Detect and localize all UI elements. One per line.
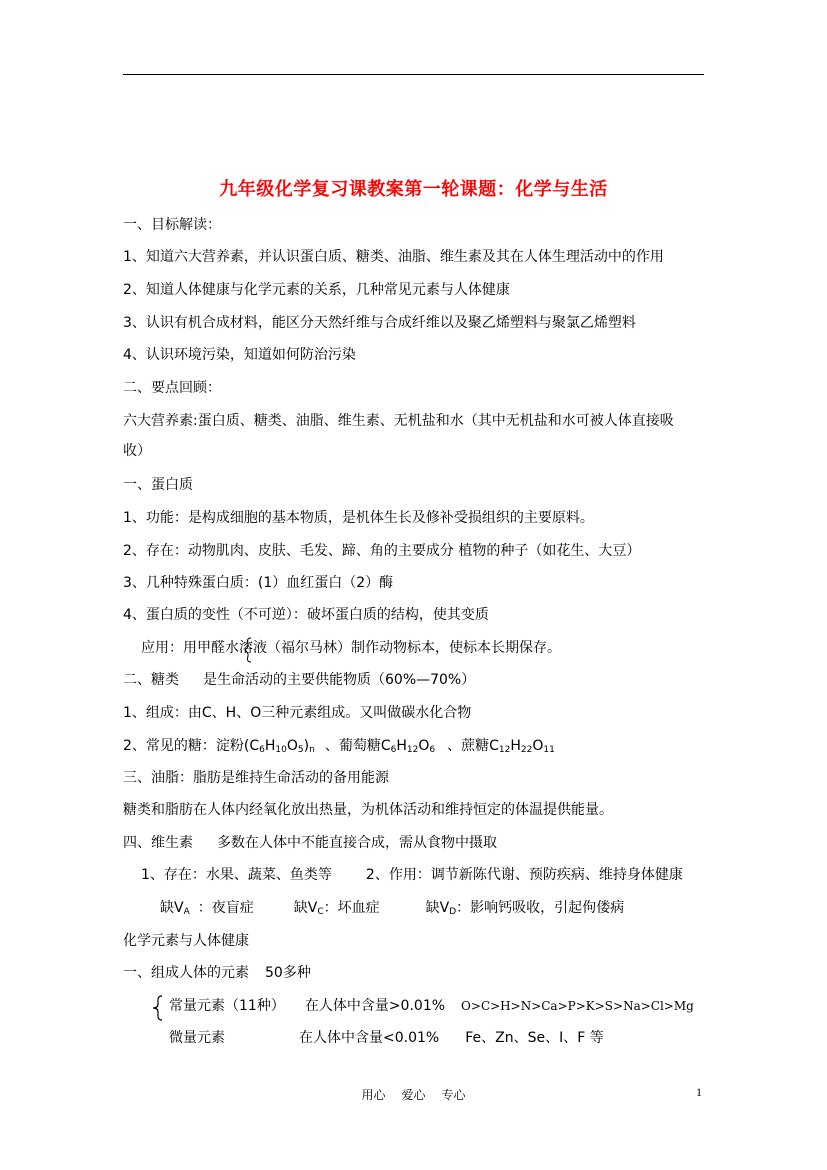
brace-mark-icon [244, 637, 254, 663]
formula-part: O [532, 738, 544, 754]
formula-part: H [264, 738, 276, 754]
formula-part: O [286, 738, 298, 754]
footer-word: 爱心 [401, 1088, 426, 1102]
deficiency-vc-effect: ：坏血症 [323, 900, 380, 916]
subscript: 6 [429, 745, 436, 755]
special-proteins: 3、几种特殊蛋白质：(1）血红蛋白（2）酶 [123, 575, 394, 591]
vitamin-heading: 四、维生素 [123, 835, 193, 851]
trace-elements-list: Fe、Zn、Se、I、F 等 [465, 1030, 604, 1046]
glucose-label: 、葡萄糖C [324, 738, 391, 754]
subscript: D [449, 907, 457, 917]
macro-elements-content: 在人体中含量>0.01% [304, 998, 446, 1014]
macro-elements-label: 常量元素（11种） [169, 998, 285, 1014]
subscript: 12 [498, 745, 511, 755]
page-number: 1 [696, 1085, 702, 1099]
deficiency-va: 缺V [160, 900, 184, 916]
elements-heading: 化学元素与人体健康 [123, 933, 249, 949]
denaturation-application: 应用：用甲醛水溶液（福尔马林）制作动物标本，使标本长期保存。 [141, 640, 561, 656]
goal-item-2: 2、知道人体健康与化学元素的关系，几种常见元素与人体健康 [123, 282, 510, 298]
left-brace-icon [150, 995, 164, 1021]
subscript: 5 [297, 745, 304, 755]
sucrose-label: 、蔗糖C [447, 738, 499, 754]
subscript: C [317, 907, 324, 917]
footer-word: 专心 [441, 1088, 466, 1102]
protein-function: 1、功能：是构成细胞的基本物质，是机体生长及修补受损组织的主要原料。 [123, 510, 594, 526]
formula-part: H [396, 738, 407, 754]
page-title: 九年级化学复习课教案第一轮课题：化学与生活 [219, 179, 608, 200]
deficiency-vd: 缺V [425, 900, 450, 916]
fat-heading: 三、油脂：脂肪是维持生命活动的备用能源 [123, 770, 389, 786]
common-sugars-line [123, 737, 555, 759]
sugar-heading-line [123, 671, 475, 689]
body-elements-heading: 一、组成人体的元素 [123, 965, 249, 981]
subscript: 6 [259, 745, 265, 755]
goal-item-3: 3、认识有机合成材料，能区分天然纤维与合成纤维以及聚乙烯塑料与聚氯乙烯塑料 [123, 315, 636, 331]
formula-part: ) [303, 738, 310, 754]
body-elements-line [123, 964, 311, 982]
macro-elements-line [169, 997, 694, 1015]
body-elements-count: 50多种 [265, 965, 311, 981]
subscript: 10 [275, 745, 287, 755]
subscript: 6 [390, 745, 397, 755]
formula-part: H [510, 738, 521, 754]
deficiency-vc: 缺V [293, 900, 318, 916]
vitamin-heading-line [123, 834, 497, 852]
section-heading-review: 二、要点回顾： [123, 380, 221, 396]
vitamin-existence-line [141, 866, 683, 884]
trace-elements-label: 微量元素 [169, 1030, 225, 1046]
vitamin-source-note: 多数在人体中不能直接合成，需从食物中摄取 [217, 835, 497, 851]
footer-word: 用心 [361, 1088, 386, 1102]
page-footer [0, 1086, 827, 1103]
vitamin-deficiency-line [160, 899, 624, 921]
vitamin-existence: 1、存在：水果、蔬菜、鱼类等 [141, 867, 332, 883]
protein-denaturation: 4、蛋白质的变性（不可逆）：破坏蛋白质的结构，使其变质 [123, 607, 489, 623]
header-rule [123, 74, 704, 75]
subscript: 11 [543, 745, 555, 755]
starch-label: 2、常见的糖：淀粉(C [123, 738, 260, 754]
subscript: 12 [406, 745, 419, 755]
formula-part: O [418, 738, 430, 754]
subscript: 22 [520, 745, 533, 755]
subscript: A [183, 907, 190, 917]
sugar-heading: 二、糖类 [123, 672, 179, 688]
nutrients-line-cont: 收） [123, 443, 151, 459]
energy-line: 糖类和脂肪在人体内经氧化放出热量，为机体活动和维持恒定的体温提供能量。 [123, 802, 613, 818]
sugar-composition: 1、组成：由C、H、O三种元素组成。又叫做碳水化合物 [123, 705, 472, 721]
deficiency-vd-effect: ：影响钙吸收，引起佝偻病 [456, 900, 625, 916]
protein-heading: 一、蛋白质 [123, 477, 193, 493]
sugar-role: 是生命活动的主要供能物质（60%—70%） [203, 672, 476, 688]
subscript: n [309, 745, 315, 755]
trace-elements-line [169, 1029, 604, 1047]
nutrients-line: 六大营养素:蛋白质、糖类、油脂、维生素、无机盐和水（其中无机盐和水可被人体直接吸 [123, 413, 674, 429]
trace-elements-content: 在人体中含量<0.01% [299, 1030, 440, 1046]
protein-existence: 2、存在：动物肌肉、皮肤、毛发、蹄、角的主要成分 植物的种子（如花生、大豆） [123, 543, 641, 559]
macro-elements-order: O>C>H>N>Ca>P>K>S>Na>Cl>Mg [461, 999, 694, 1013]
deficiency-va-effect: ：夜盲症 [197, 900, 254, 916]
goal-item-1: 1、知道六大营养素，并认识蛋白质、糖类、油脂、维生素及其在人体生理活动中的作用 [123, 249, 664, 265]
goal-item-4: 4、认识环境污染，知道如何防治污染 [123, 347, 356, 363]
section-heading-goals: 一、目标解读： [123, 217, 221, 233]
vitamin-role: 2、作用：调节新陈代谢、预防疾病、维持身体健康 [365, 867, 683, 883]
